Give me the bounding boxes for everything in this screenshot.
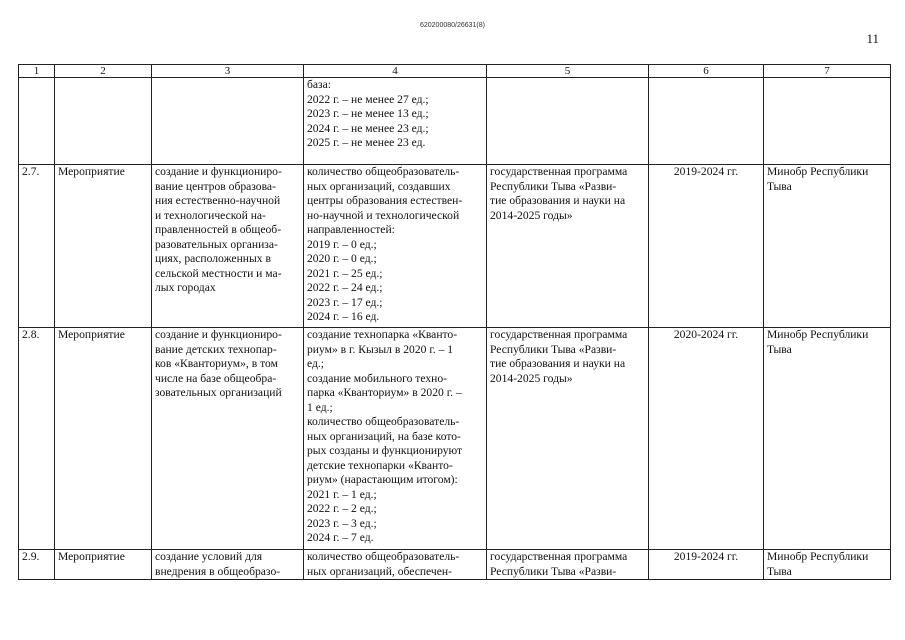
column-number: 6 [649, 65, 764, 78]
cell-empty [55, 78, 152, 165]
cell-text-line: Минобр Республики [767, 550, 869, 563]
program-cell [487, 550, 649, 580]
indicator-cell [304, 550, 487, 580]
cell-text-line: количество общеобразователь- [307, 165, 460, 178]
cell-text-line: создание мобильного техно- [307, 371, 448, 385]
cell-text-line: Республики Тыва «Разви- [490, 179, 617, 193]
cell-text-line: количество общеобразователь- [307, 550, 460, 563]
cell-text-line: но-научной и технологической [307, 208, 460, 222]
cell-text-line: создание технопарка «Кванто- [307, 328, 458, 341]
cell-text-line: центры образования естествен- [307, 194, 463, 207]
cell-text-line: Тыва [767, 342, 792, 356]
cell-text-line: 2019 г. – 0 ед.; [307, 237, 377, 251]
cell-text-line: ных организаций, на базе кото- [307, 429, 461, 443]
row-type: Мероприятие [55, 165, 152, 328]
cell-text-line: государственная программа [490, 550, 628, 563]
column-number-row [19, 65, 891, 78]
cell-text-line: 2022 г. – 2 ед.; [307, 502, 377, 515]
cell-text-line: 2022 г. – не менее 27 ед.; [307, 92, 429, 106]
cell-text-line: Тыва [767, 564, 792, 578]
continued-row [19, 78, 891, 165]
cell-text-line: риум» (нарастающим итогом): [307, 473, 458, 486]
document-id: 620200080/26631(8) [419, 22, 485, 29]
row-number: 2.9. [19, 550, 55, 580]
cell-text-line: 2024 г. – 16 ед. [307, 310, 380, 323]
cell-text-line: числе на базе общеобра- [155, 371, 277, 385]
executor-cell [764, 328, 891, 550]
period-cell: 2019-2024 гг. [649, 165, 764, 328]
cell-text-line: Минобр Республики [767, 328, 869, 341]
cell-text-line: государственная программа [490, 165, 628, 178]
cell-text-line: создание условий для [155, 550, 263, 563]
cell-text-line: циях, расположенных в [155, 252, 271, 265]
row-number: 2.7. [19, 165, 55, 328]
cell-text-line: вание центров образова- [155, 179, 276, 193]
column-number: 7 [764, 65, 891, 78]
executor-cell [764, 550, 891, 580]
executor-cell [764, 165, 891, 328]
table-row [19, 328, 891, 550]
cell-text-line: ков «Кванториум», в том [155, 357, 278, 370]
cell-text-line: 2022 г. – 24 ед.; [307, 281, 383, 294]
cell-text-line: тие образования и науки на [490, 357, 626, 370]
cell-text-line: Минобр Республики [767, 165, 869, 178]
cell-text-line: ных организаций, создавших [307, 179, 451, 193]
column-number: 3 [152, 65, 304, 78]
cell-text-line: и технологической на- [155, 208, 266, 222]
cell-text-line: направленностей: [307, 223, 395, 236]
cell-text-line: вание детских технопар- [155, 342, 277, 356]
cell-text-line: 2023 г. – не менее 13 ед.; [307, 107, 429, 120]
cell-text-line: 2023 г. – 17 ед.; [307, 295, 383, 309]
indicator-cell [304, 328, 487, 550]
period-cell: 2019-2024 гг. [649, 550, 764, 580]
cell-text-line: 1 ед.; [307, 400, 333, 414]
cell-text-line: 2021 г. – 25 ед.; [307, 266, 383, 280]
table-row [19, 165, 891, 328]
cell-text-line: тие образования и науки на [490, 194, 626, 207]
cell-empty [487, 78, 649, 165]
column-number: 4 [304, 65, 487, 78]
cell-empty [764, 78, 891, 165]
measures-table [18, 64, 891, 580]
cell-text-line: парка «Кванториум» в 2020 г. – [307, 386, 462, 399]
row-number: 2.8. [19, 328, 55, 550]
cell-text-line: Тыва [767, 179, 792, 193]
cell-text-line: детские технопарки «Кванто- [307, 458, 453, 472]
period-cell: 2020-2024 гг. [649, 328, 764, 550]
cell-text-line: 2014-2025 годы» [490, 208, 573, 222]
column-number: 5 [487, 65, 649, 78]
cell-text-line: 2024 г. – 7 ед. [307, 531, 374, 544]
cell-text-line: ед.; [307, 357, 325, 370]
cell-empty [649, 78, 764, 165]
row-type: Мероприятие [55, 550, 152, 580]
cell-text-line: рых созданы и функционируют [307, 444, 463, 457]
cell-text-line: внедрения в общеобразо- [155, 564, 281, 578]
indicator-cell [304, 78, 487, 165]
cell-text-line: государственная программа [490, 328, 628, 341]
cell-text-line: 2024 г. – не менее 23 ед.; [307, 121, 429, 135]
cell-text-line: риум» в г. Кызыл в 2020 г. – 1 [307, 342, 454, 356]
row-type: Мероприятие [55, 328, 152, 550]
cell-empty [152, 78, 304, 165]
cell-text-line: 2020 г. – 0 ед.; [307, 252, 377, 265]
cell-empty [19, 78, 55, 165]
cell-text-line: Республики Тыва «Разви- [490, 564, 617, 578]
cell-text-line: разовательных организа- [155, 237, 278, 251]
program-cell [487, 165, 649, 328]
column-number: 1 [19, 65, 55, 78]
cell-text-line: база: [307, 78, 331, 91]
cell-text-line: ния естественно-научной [155, 194, 281, 207]
indicator-cell [304, 165, 487, 328]
cell-text-line: сельской местности и ма- [155, 266, 282, 280]
measure-name [152, 550, 304, 580]
column-number: 2 [55, 65, 152, 78]
cell-text-line: Республики Тыва «Разви- [490, 342, 617, 356]
cell-text-line: создание и функциониро- [155, 165, 282, 178]
program-cell [487, 328, 649, 550]
cell-text-line: 2023 г. – 3 ед.; [307, 516, 377, 530]
measure-name [152, 328, 304, 550]
cell-text-line: лых городах [155, 281, 216, 294]
cell-text-line: правленностей в общеоб- [155, 223, 282, 236]
cell-text-line: 2014-2025 годы» [490, 371, 573, 385]
cell-text-line: 2025 г. – не менее 23 ед. [307, 136, 426, 149]
table-row [19, 550, 891, 580]
cell-text-line: зовательных организаций [155, 386, 282, 399]
cell-text-line: количество общеобразователь- [307, 415, 460, 428]
cell-text-line: ных организаций, обеспечен- [307, 564, 452, 578]
measure-name [152, 165, 304, 328]
cell-text-line: создание и функциониро- [155, 328, 282, 341]
cell-text-line: 2021 г. – 1 ед.; [307, 487, 377, 501]
page-number: 11 [866, 31, 879, 46]
